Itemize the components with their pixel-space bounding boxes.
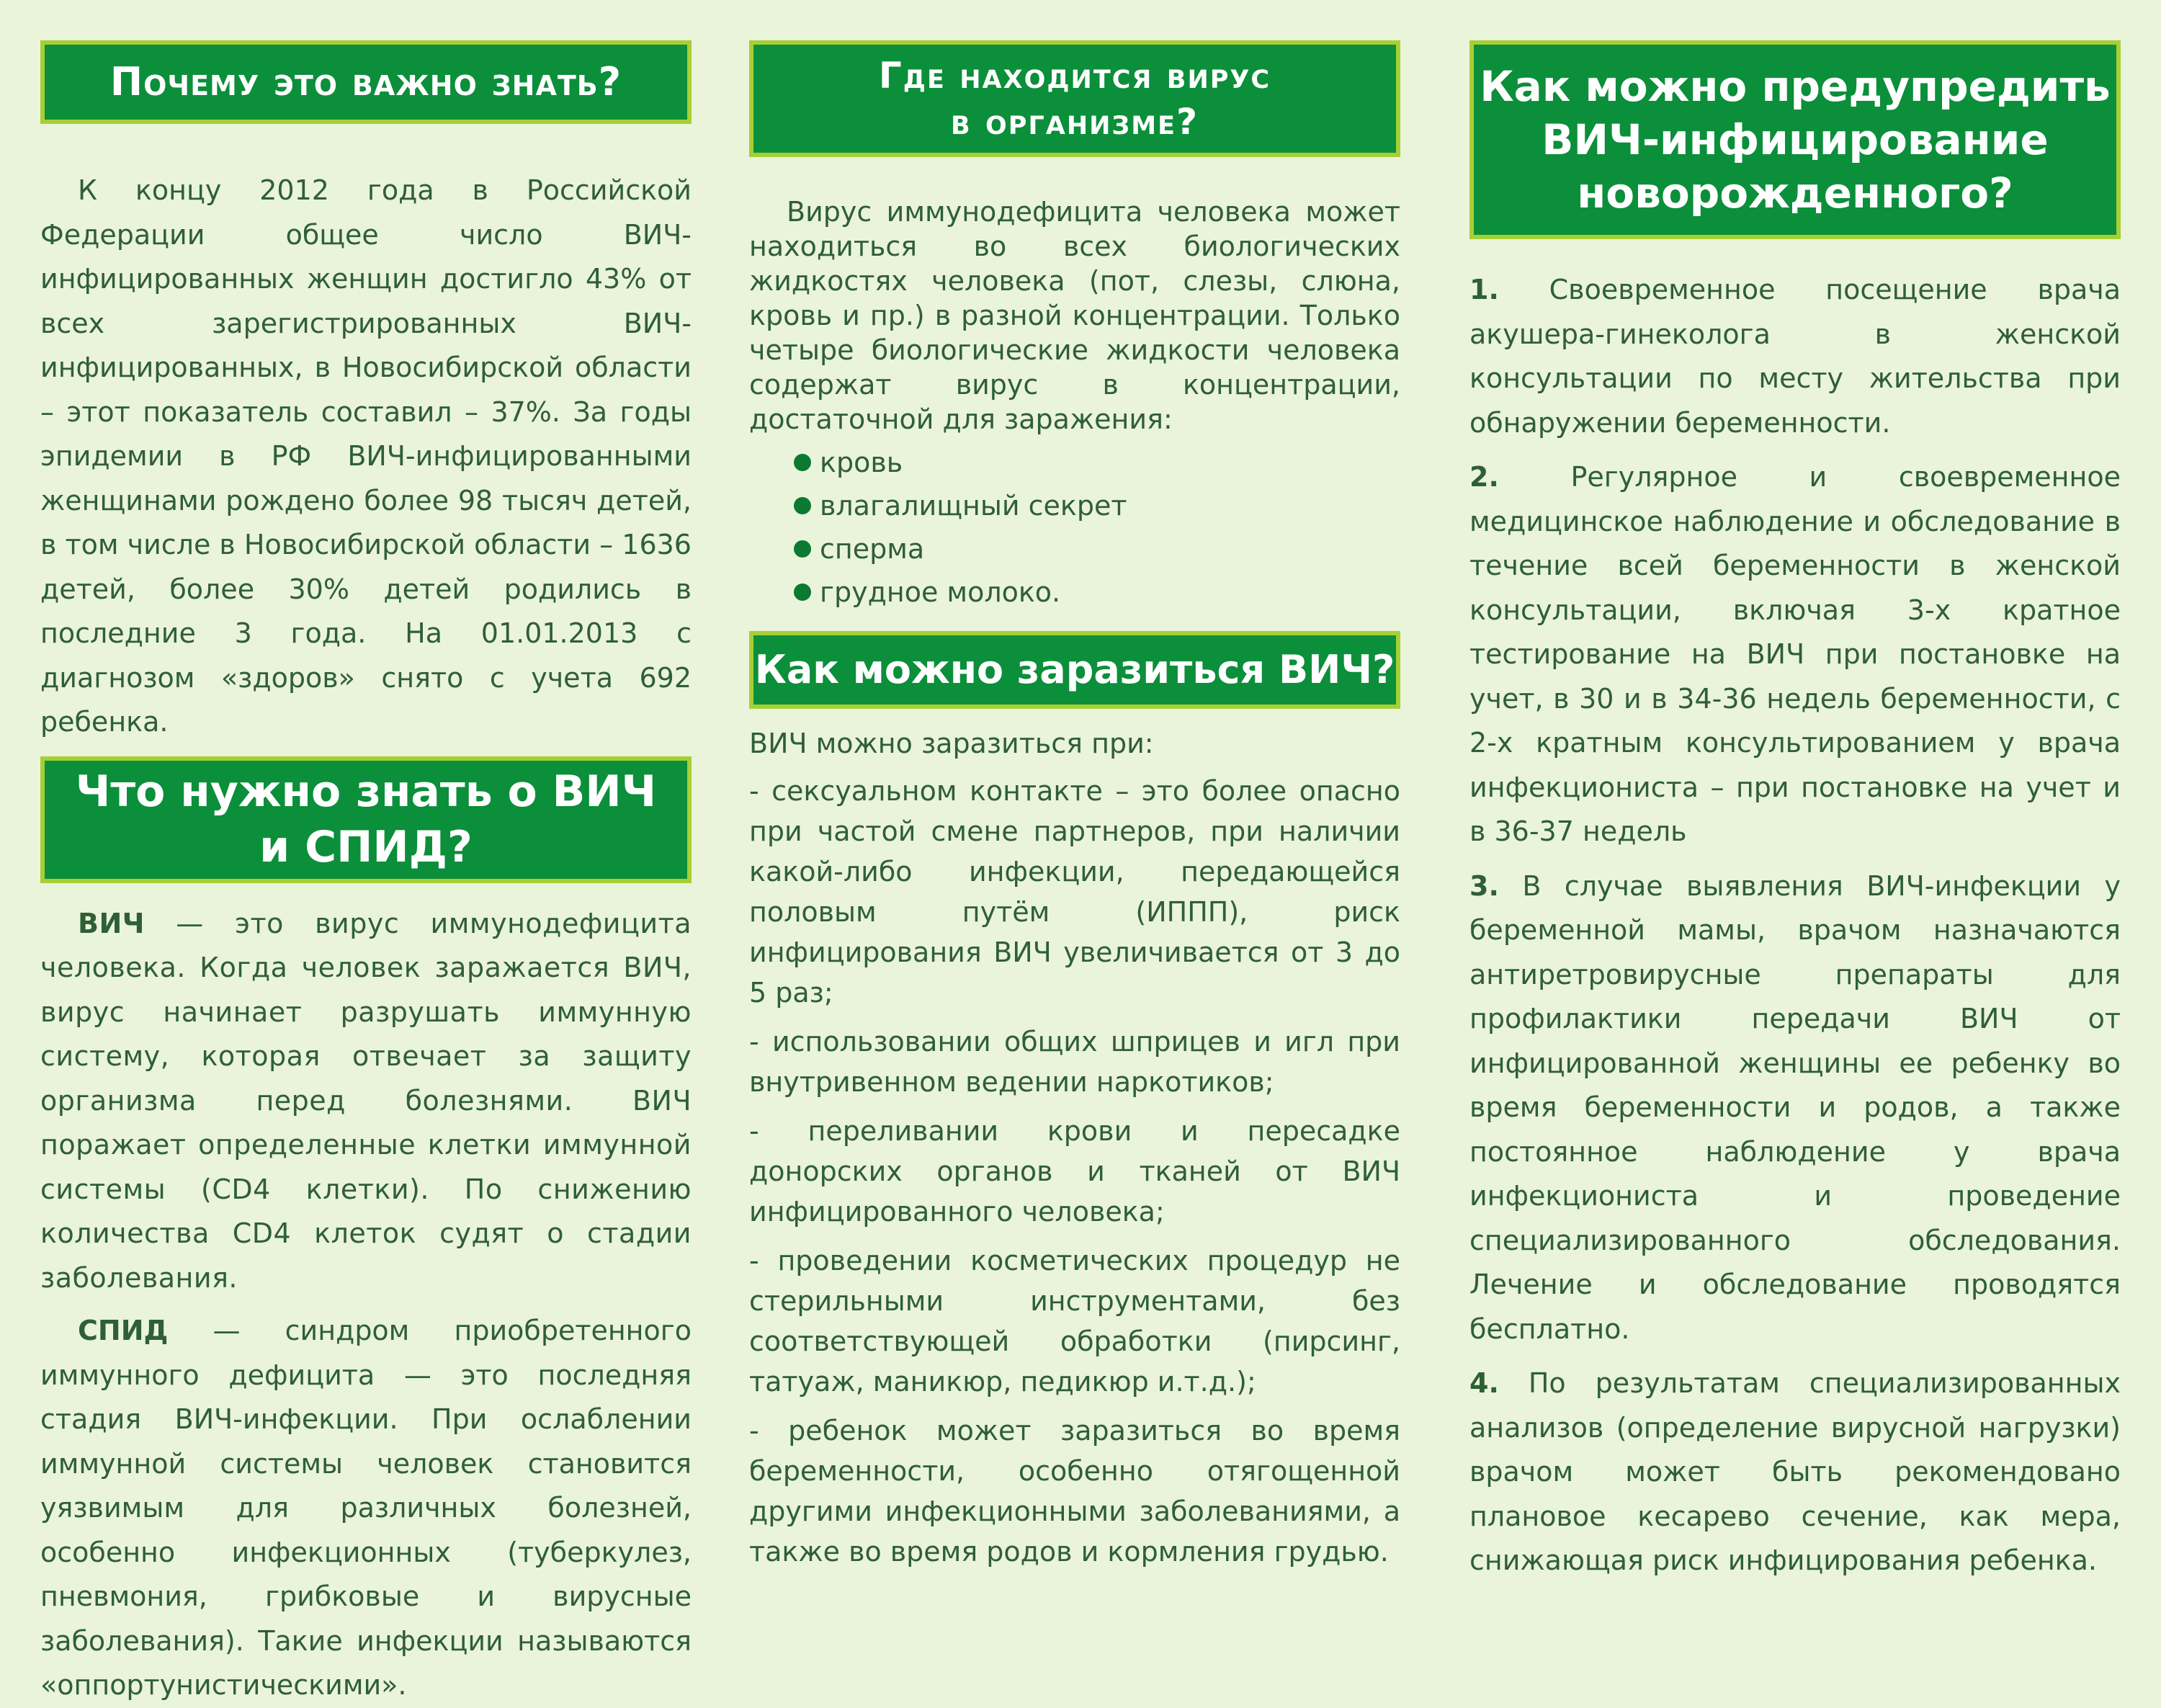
heading-hiv-aids: [40, 756, 692, 883]
virus-location-paragraph: Вирус иммунодефицита человека может находиться во всех биологических жидкостях человека (пот, слезы, слюна, кровь и пр.) в разной концентрации. Только четыре биологические жидкости человека содержат вирус в концентрации, достаточной для заражения:: [749, 196, 1400, 435]
heading-virus-location: [749, 40, 1400, 157]
list-item: 4. По результатам специализированных анализов (определение вирусной нагрузки) врачом может быть рекомендовано плановое кесарево сечение, как мера, снижающая риск инфицирования ребенка.: [1469, 1367, 2121, 1576]
statistics-paragraph: К концу 2012 года в Российской Федерации общее число ВИЧ-инфицированных женщин достигло 43% от всех зарегистрированных ВИЧ-инфицированных, в Новосибирской области – этот показатель составил – 37%. За годы эпидемии в РФ ВИЧ-инфицированными женщинами рождено более 98 тысяч детей, в том числе в Новосибирской области – 1636 детей, более 30% детей родились в последние 3 года. На 01.01.2013 с диагнозом «здоров» снято с учета 692 ребенка.: [40, 174, 692, 738]
hiv-term: ВИЧ: [78, 907, 145, 939]
heading-how-infected: [749, 631, 1400, 709]
list-item: 2. Регулярное и своевременное медицинское наблюдение и обследование в течение всей беременности в женской консультации, включая 3-х кратное тестирование на ВИЧ при постановке на учет, в 30 и в 34-36 недель беременности, с 2-х кратным консультированием у врача инфекциониста – при постановке на учет и в 36-37 недель: [1469, 461, 2121, 847]
heading-prevention-line2: ВИЧ-инфицирование: [1542, 115, 2049, 164]
heading-how-infected-text: Как можно заразиться ВИЧ?: [754, 647, 1395, 693]
aids-definition-text: — синдром приобретенного иммунного дефицита — это последняя стадия ВИЧ-инфекции. При ослаблении иммунной системы человек становится уязвимым для различных болезней, особенно инфекционных (туберкулез, пневмония, грибковые и вирусные заболевания). Такие инфекции называются «оппортунистическими».: [40, 1315, 692, 1701]
aids-term: СПИД: [78, 1315, 169, 1346]
bullet-dot-icon: [794, 540, 811, 558]
bullet-dot-icon: [794, 497, 811, 514]
heading-virus-location-line1: Где находится вирус: [878, 55, 1271, 97]
list-item: - сексуальном контакте – это более опасно при частой смене партнеров, при наличии какой-либо инфекции, передающейся половым путём (ИППП), риск инфицирования ВИЧ увеличивается от 3 до 5 раз;: [749, 775, 1400, 1009]
list-item: - ребенок может заразиться во время беременности, особенно отягощенной другими инфекционными заболеваниями, а также во время родов и кормления грудью.: [749, 1415, 1400, 1568]
column-prevention: [1469, 40, 2121, 1576]
bullet-dot-icon: [794, 454, 811, 471]
heading-prevention: [1469, 40, 2121, 239]
heading-prevention-line1: Как можно предупредить: [1480, 61, 2111, 111]
hiv-definition-text: — это вирус иммунодефицита человека. Когда человек заражается ВИЧ, вирус начинает разрушать иммунную систему, которая отвечает за защиту организма перед болезнями. ВИЧ поражает определенные клетки иммунной системы (CD4 клетки). По снижению количества CD4 клеток судят о стадии заболевания.: [40, 907, 692, 1294]
list-item: кровь: [794, 441, 1400, 484]
list-item: 3. В случае выявления ВИЧ-инфекции у беременной мамы, врачом назначаются антиретровирусные препараты для профилактики передачи ВИЧ от инфицированной женщины ее ребенку во время беременности и родов, а также постоянное наблюдение у врача инфекциониста и проведение специализированного обследования. Лечение и обследование проводятся бесплатно.: [1469, 869, 2121, 1345]
aids-definition-paragraph: [40, 1309, 692, 1708]
prevention-list: [1469, 268, 2121, 1583]
list-item: - использовании общих шприцев и игл при внутривенном ведении наркотиков;: [749, 1026, 1400, 1098]
fluids-list: [749, 441, 1400, 614]
hiv-definition-paragraph: [40, 902, 692, 1301]
list-item: влагалищный секрет: [794, 484, 1400, 527]
heading-why-important-text: Почему это важно знать?: [109, 59, 622, 105]
list-item: - проведении косметических процедур не стерильными инструментами, без соответствующей обработки (пирсинг, татуаж, маникюр, педикюр и.т.д.);: [749, 1245, 1400, 1398]
list-item: сперма: [794, 527, 1400, 571]
transmission-lead: ВИЧ можно заразиться при:: [749, 728, 1154, 759]
heading-virus-location-line2: в организме?: [950, 101, 1199, 143]
heading-hiv-aids-line1: Что нужно знать о ВИЧ: [75, 766, 657, 817]
list-item: 1. Своевременное посещение врача акушера-гинеколога в женской консультации по месту жительства при обнаружении беременности.: [1469, 274, 2121, 439]
heading-hiv-aids-line2: и СПИД?: [259, 821, 473, 872]
heading-why-important: [40, 40, 692, 124]
bullet-dot-icon: [794, 584, 811, 601]
column-virus-location: [749, 40, 1400, 1568]
column-why-important: [40, 40, 692, 1701]
transmission-list: [749, 725, 1400, 1572]
list-item: - переливании крови и пересадке донорских органов и тканей от ВИЧ инфицированного человека;: [749, 1115, 1400, 1228]
list-item: грудное молоко.: [794, 571, 1400, 614]
heading-prevention-line3: новорожденного?: [1577, 169, 2013, 218]
